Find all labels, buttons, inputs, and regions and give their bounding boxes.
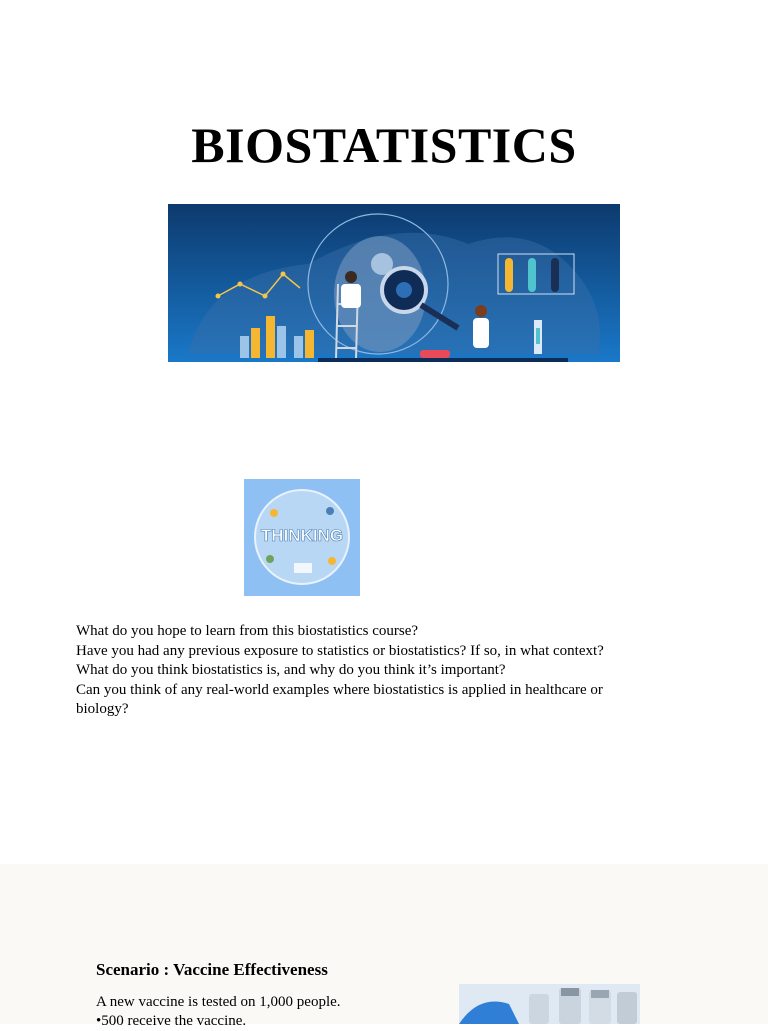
thinking-label: THINKING — [260, 526, 344, 545]
vaccine-vials-photo — [459, 984, 640, 1024]
thinking-circle-illustration — [244, 479, 360, 596]
scenario-text — [96, 993, 341, 1031]
science-lab-illustration — [168, 204, 620, 362]
question-item: What do you think biostatistics is, and why do you think it’s important? — [76, 662, 506, 678]
question-item: Have you had any previous exposure to statistics or biostatistics? If so, in what context? — [76, 642, 604, 659]
scenario-line: •500 receive the vaccine. — [96, 1013, 247, 1029]
question-list — [76, 622, 646, 720]
slide-title: BIOSTATISTICS — [191, 117, 577, 173]
scenario-line: A new vaccine is tested on 1,000 people. — [96, 994, 341, 1010]
question-item: What do you hope to learn from this biostatistics course? — [76, 623, 419, 639]
question-item: Can you think of any real-world examples where biostatistics is applied in healthcare or biology? — [76, 681, 603, 717]
scenario-title: Scenario : Vaccine Effectiveness — [96, 960, 328, 979]
